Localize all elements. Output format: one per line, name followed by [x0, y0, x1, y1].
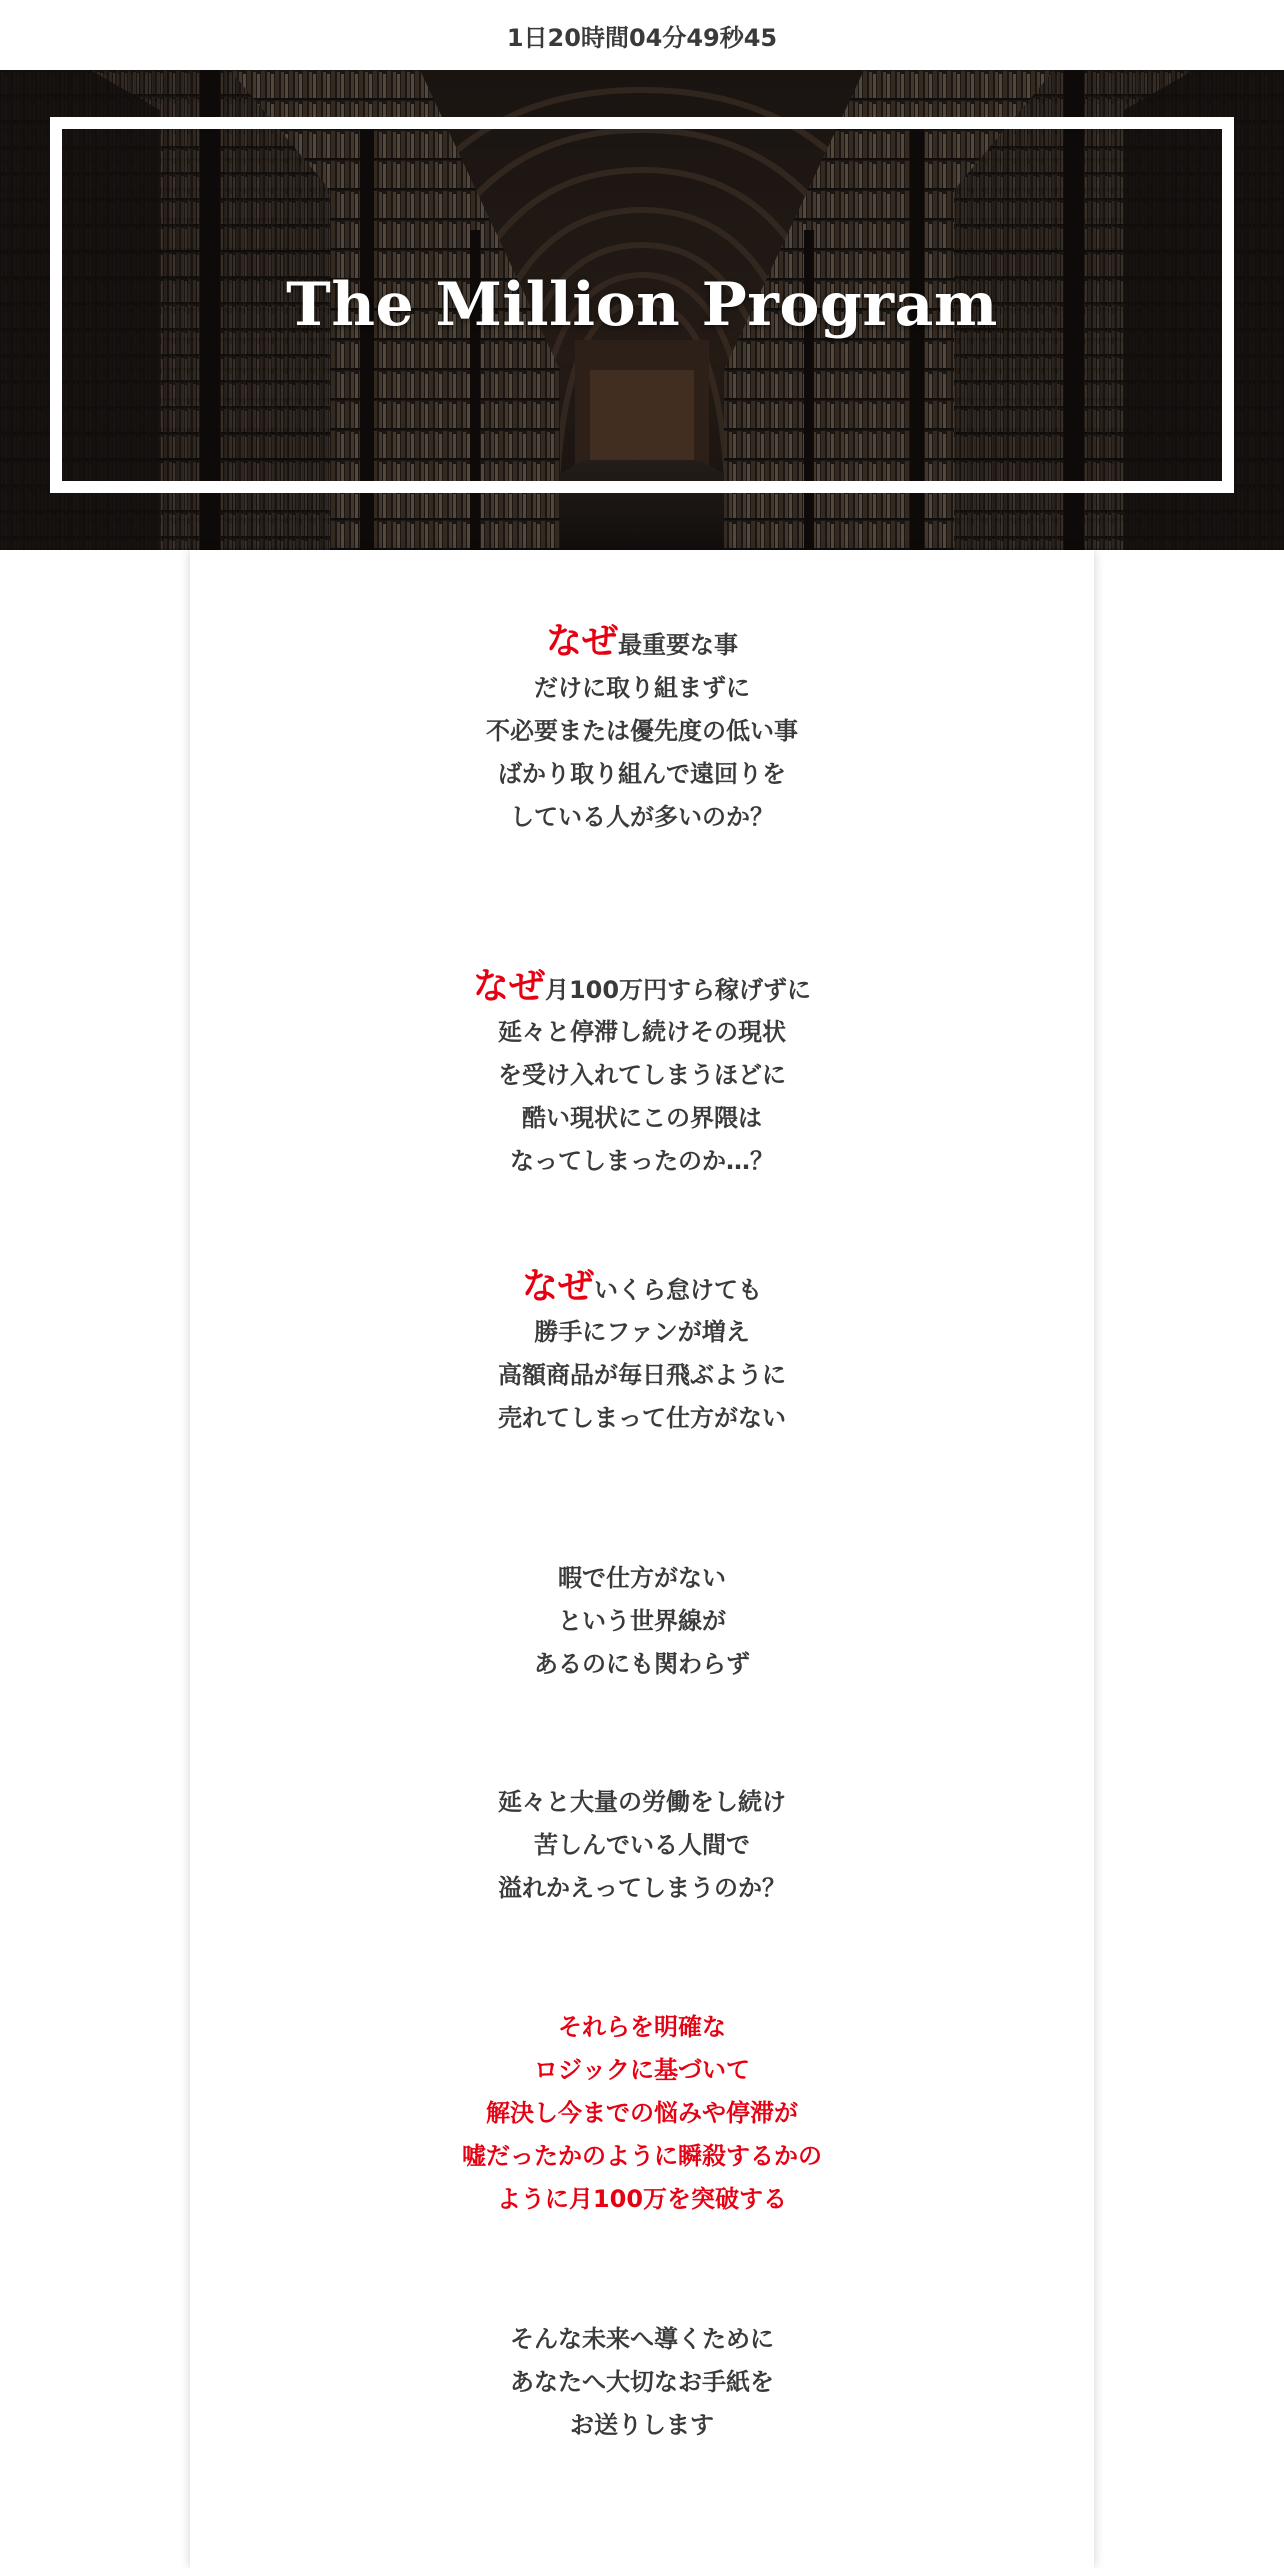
section-why-lazy: なぜいくら怠けても 勝手にファンが増え 高額商品が毎日飛ぶように 売れてしまって仕方がない — [498, 1266, 786, 1432]
hero-title-container — [62, 129, 1222, 481]
section-solution-highlight: それらを明確な ロジックに基づいて 解決し今までの悩みや停滞が 嘘だったかのように瞬殺するかの ように月100万を突破する — [462, 2013, 822, 2213]
hero-title: The Million Program — [286, 270, 998, 340]
section-why-priority: なぜ最重要な事 だけに取り組まずに 不必要または優先度の低い事 ばかり取り組んで遠回りを している人が多いのか？ — [486, 621, 798, 831]
naze-emphasis: なぜ — [545, 621, 618, 662]
content-card — [190, 550, 1094, 2568]
section-letter-intro: そんな未来へ導くために あなたへ大切なお手紙を お送りします — [510, 2325, 774, 2439]
countdown-timer — [0, 0, 1284, 70]
naze-emphasis: なぜ — [521, 1266, 594, 1307]
naze-emphasis: なぜ — [472, 966, 545, 1007]
hero-banner — [0, 70, 1284, 550]
section-labor: 延々と大量の労働をし続け 苦しんでいる人間で 溢れかえってしまうのか？ — [498, 1788, 786, 1902]
section-free-time: 暇で仕方がない という世界線が あるのにも関わらず — [534, 1564, 750, 1678]
section-why-stagnation: なぜ月100万円すら稼げずに 延々と停滞し続けその現状 を受け入れてしまうほどに 酷い現状にこの界隈は なってしまったのか…？ — [472, 966, 812, 1175]
countdown-text: 1日20時間04分49秒45 — [506, 23, 778, 52]
